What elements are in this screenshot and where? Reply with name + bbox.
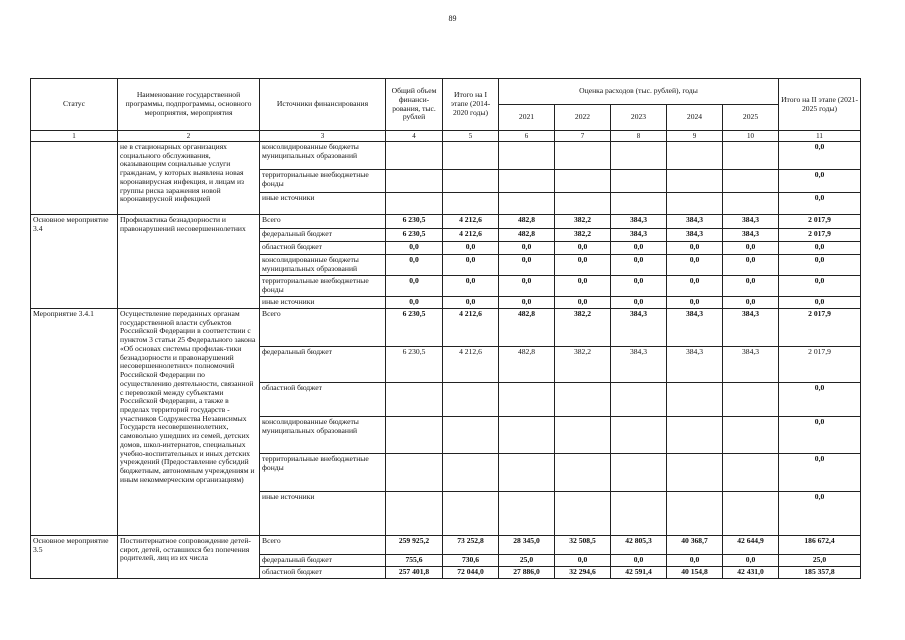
value-cell — [443, 417, 499, 454]
value-cell: 42 644,9 — [723, 536, 779, 555]
value-cell: 0,0 — [611, 242, 667, 255]
source-cell: Всего — [260, 215, 386, 229]
source-cell: федеральный бюджет — [260, 229, 386, 242]
value-cell — [499, 142, 555, 170]
table-row — [31, 215, 861, 229]
value-cell: 384,3 — [667, 347, 723, 383]
column-index: 2 — [118, 131, 260, 142]
value-cell — [443, 454, 499, 492]
value-cell: 25,0 — [779, 555, 861, 567]
value-cell: 384,3 — [723, 229, 779, 242]
value-cell: 0,0 — [499, 242, 555, 255]
value-cell: 0,0 — [499, 297, 555, 309]
value-cell: 0,0 — [779, 297, 861, 309]
value-cell: 0,0 — [499, 255, 555, 276]
value-cell — [499, 417, 555, 454]
value-cell: 382,2 — [555, 215, 611, 229]
value-cell — [443, 383, 499, 417]
table-row — [31, 536, 861, 555]
table-row — [31, 142, 861, 170]
column-index: 4 — [386, 131, 443, 142]
value-cell: 32 294,6 — [555, 567, 611, 579]
status-cell: Мероприятие 3.4.1 — [31, 309, 118, 536]
value-cell — [499, 454, 555, 492]
value-cell — [723, 417, 779, 454]
budget-table — [30, 78, 861, 579]
value-cell: 4 212,6 — [443, 309, 499, 347]
value-cell — [555, 492, 611, 536]
value-cell: 0,0 — [611, 276, 667, 297]
source-cell: Всего — [260, 309, 386, 347]
source-cell: территориальные внебюджетные фонды — [260, 276, 386, 297]
value-cell: 384,3 — [723, 215, 779, 229]
column-index: 5 — [443, 131, 499, 142]
value-cell — [723, 170, 779, 193]
value-cell: 384,3 — [611, 347, 667, 383]
value-cell: 0,0 — [667, 255, 723, 276]
value-cell: 0,0 — [443, 297, 499, 309]
value-cell: 0,0 — [555, 242, 611, 255]
value-cell — [386, 193, 443, 215]
value-cell: 4 212,6 — [443, 229, 499, 242]
value-cell: 6 230,5 — [386, 309, 443, 347]
source-cell: консолидированные бюджеты муниципальных образований — [260, 255, 386, 276]
value-cell: 2 017,9 — [779, 309, 861, 347]
value-cell: 384,3 — [667, 229, 723, 242]
value-cell: 6 230,5 — [386, 347, 443, 383]
value-cell: 0,0 — [667, 276, 723, 297]
value-cell: 42 805,3 — [611, 536, 667, 555]
value-cell — [667, 142, 723, 170]
name-cell: Постинтернатное сопровождение детей-сирот, детей, оставшихся без попечения родителей, лиц из их числа — [118, 536, 260, 579]
value-cell: 0,0 — [555, 255, 611, 276]
column-index: 9 — [667, 131, 723, 142]
value-cell: 384,3 — [723, 347, 779, 383]
value-cell: 0,0 — [779, 454, 861, 492]
value-cell — [611, 383, 667, 417]
value-cell: 257 401,8 — [386, 567, 443, 579]
value-cell: 482,8 — [499, 229, 555, 242]
value-cell — [386, 383, 443, 417]
status-cell: Основное мероприятие 3.4 — [31, 215, 118, 309]
value-cell: 384,3 — [611, 215, 667, 229]
source-cell: иные источники — [260, 193, 386, 215]
value-cell: 0,0 — [779, 255, 861, 276]
value-cell — [443, 193, 499, 215]
value-cell: 6 230,5 — [386, 229, 443, 242]
source-cell: иные источники — [260, 297, 386, 309]
value-cell: 0,0 — [386, 276, 443, 297]
value-cell: 186 672,4 — [779, 536, 861, 555]
header-total: Общий объем финанси-рования, тыс. рублей — [386, 79, 443, 131]
value-cell — [723, 492, 779, 536]
value-cell: 185 357,8 — [779, 567, 861, 579]
value-cell — [386, 417, 443, 454]
value-cell — [443, 170, 499, 193]
column-index: 3 — [260, 131, 386, 142]
value-cell: 384,3 — [723, 309, 779, 347]
header-stage1: Итого на I этапе (2014-2020 годы) — [443, 79, 499, 131]
value-cell — [555, 142, 611, 170]
value-cell — [723, 142, 779, 170]
value-cell — [386, 142, 443, 170]
value-cell: 384,3 — [667, 309, 723, 347]
value-cell — [723, 383, 779, 417]
value-cell: 382,2 — [555, 309, 611, 347]
value-cell: 0,0 — [779, 383, 861, 417]
value-cell: 42 431,0 — [723, 567, 779, 579]
value-cell — [443, 492, 499, 536]
name-cell: не в стационарных организациях социального обслуживания, оказывающим социальные услуги гражданам, у которых выявлена новая коронавирусная инфекция, и лицам из группы риска заражения новой коронавирусной инфекцией — [118, 142, 260, 215]
value-cell: 4 212,6 — [443, 347, 499, 383]
value-cell: 40 154,8 — [667, 567, 723, 579]
value-cell: 72 044,0 — [443, 567, 499, 579]
column-index: 10 — [723, 131, 779, 142]
value-cell: 482,8 — [499, 309, 555, 347]
value-cell: 0,0 — [779, 492, 861, 536]
value-cell — [667, 383, 723, 417]
value-cell: 0,0 — [723, 242, 779, 255]
value-cell: 0,0 — [723, 297, 779, 309]
value-cell — [723, 454, 779, 492]
value-cell — [555, 193, 611, 215]
value-cell: 0,0 — [611, 555, 667, 567]
source-cell: консолидированные бюджеты муниципальных образований — [260, 417, 386, 454]
value-cell — [499, 193, 555, 215]
source-cell: федеральный бюджет — [260, 555, 386, 567]
value-cell: 2 017,9 — [779, 229, 861, 242]
header-name: Наименование государственной программы, подпрограммы, основного мероприятия, мероприятия — [118, 79, 260, 131]
name-cell: Осуществление переданных органам государственной власти субъектов Российской Федерации в соответствии с пунктом 3 статьи 25 Федерального закона «Об основах системы профилак-тики безнадзорности и правонарушений несовершеннолетних» полномочий Российской Федерации по осуществлению деятельности, связанной с перевозкой между субъектами Российской Федерации, а также в пределах территорий государств - участников Содружества Независимых Государств несовершеннолетних, самовольно ушедших из семей, детских домов, школ-интернатов, специальных учебно-воспитательных и иных детских учреждений (Предоставление субсидий бюджетным, автономным учреждениям и иным некоммерческим организациям) — [118, 309, 260, 536]
header-year: 2021 — [499, 105, 555, 131]
value-cell — [555, 170, 611, 193]
value-cell: 32 508,5 — [555, 536, 611, 555]
column-index: 6 — [499, 131, 555, 142]
source-cell: областной бюджет — [260, 242, 386, 255]
value-cell — [667, 417, 723, 454]
source-cell: областной бюджет — [260, 383, 386, 417]
value-cell: 0,0 — [443, 276, 499, 297]
value-cell: 0,0 — [386, 255, 443, 276]
value-cell: 482,8 — [499, 347, 555, 383]
table-row — [31, 309, 861, 347]
value-cell: 0,0 — [443, 242, 499, 255]
header-year: 2022 — [555, 105, 611, 131]
value-cell: 0,0 — [555, 297, 611, 309]
source-cell: территориальные внебюджетные фонды — [260, 170, 386, 193]
value-cell — [611, 492, 667, 536]
value-cell — [499, 383, 555, 417]
value-cell — [443, 142, 499, 170]
header-stage2: Итого на II этапе (2021-2025 годы) — [779, 79, 861, 131]
source-cell: областной бюджет — [260, 567, 386, 579]
value-cell: 382,2 — [555, 229, 611, 242]
status-cell: Основное мероприятие 3.5 — [31, 536, 118, 579]
value-cell — [611, 142, 667, 170]
value-cell — [499, 170, 555, 193]
page-number: 89 — [448, 14, 457, 23]
value-cell — [499, 492, 555, 536]
header-year: 2023 — [611, 105, 667, 131]
value-cell: 0,0 — [555, 555, 611, 567]
value-cell: 27 886,0 — [499, 567, 555, 579]
value-cell — [667, 492, 723, 536]
value-cell: 42 591,4 — [611, 567, 667, 579]
source-cell: иные источники — [260, 492, 386, 536]
name-cell: Профилактика безнадзорности и правонарушений несовершеннолетних — [118, 215, 260, 309]
source-cell: федеральный бюджет — [260, 347, 386, 383]
value-cell: 0,0 — [667, 555, 723, 567]
value-cell: 259 925,2 — [386, 536, 443, 555]
header-estimate: Оценка расходов (тыс. рублей), годы — [499, 79, 779, 105]
value-cell: 0,0 — [499, 276, 555, 297]
source-cell: Всего — [260, 536, 386, 555]
value-cell: 384,3 — [611, 309, 667, 347]
value-cell: 755,6 — [386, 555, 443, 567]
value-cell: 0,0 — [779, 276, 861, 297]
value-cell: 0,0 — [443, 255, 499, 276]
value-cell: 0,0 — [723, 276, 779, 297]
value-cell: 2 017,9 — [779, 215, 861, 229]
column-index: 8 — [611, 131, 667, 142]
value-cell: 25,0 — [499, 555, 555, 567]
column-index: 7 — [555, 131, 611, 142]
value-cell — [667, 170, 723, 193]
column-index: 11 — [779, 131, 861, 142]
header-year: 2025 — [723, 105, 779, 131]
value-cell: 4 212,6 — [443, 215, 499, 229]
value-cell: 0,0 — [723, 555, 779, 567]
value-cell: 73 252,8 — [443, 536, 499, 555]
value-cell: 0,0 — [386, 242, 443, 255]
value-cell: 382,2 — [555, 347, 611, 383]
header-year: 2024 — [667, 105, 723, 131]
value-cell: 2 017,9 — [779, 347, 861, 383]
value-cell: 40 368,7 — [667, 536, 723, 555]
value-cell — [555, 417, 611, 454]
source-cell: территориальные внебюджетные фонды — [260, 454, 386, 492]
header-status: Статус — [31, 79, 118, 131]
value-cell — [611, 193, 667, 215]
value-cell — [386, 170, 443, 193]
value-cell: 0,0 — [386, 297, 443, 309]
value-cell: 0,0 — [779, 417, 861, 454]
value-cell — [555, 383, 611, 417]
header-sources: Источники финансирования — [260, 79, 386, 131]
value-cell: 0,0 — [667, 297, 723, 309]
value-cell — [667, 193, 723, 215]
value-cell: 0,0 — [779, 242, 861, 255]
value-cell: 6 230,5 — [386, 215, 443, 229]
value-cell: 0,0 — [723, 255, 779, 276]
value-cell: 0,0 — [611, 297, 667, 309]
value-cell: 0,0 — [779, 193, 861, 215]
value-cell: 384,3 — [667, 215, 723, 229]
value-cell — [723, 193, 779, 215]
value-cell: 28 345,0 — [499, 536, 555, 555]
value-cell — [386, 492, 443, 536]
value-cell — [611, 170, 667, 193]
value-cell: 0,0 — [611, 255, 667, 276]
value-cell: 0,0 — [555, 276, 611, 297]
value-cell: 0,0 — [779, 142, 861, 170]
value-cell — [667, 454, 723, 492]
value-cell: 482,8 — [499, 215, 555, 229]
value-cell — [386, 454, 443, 492]
value-cell — [555, 454, 611, 492]
value-cell: 730,6 — [443, 555, 499, 567]
value-cell: 0,0 — [779, 170, 861, 193]
status-cell — [31, 142, 118, 215]
source-cell: консолидированные бюджеты муниципальных образований — [260, 142, 386, 170]
value-cell: 0,0 — [667, 242, 723, 255]
value-cell: 384,3 — [611, 229, 667, 242]
value-cell — [611, 454, 667, 492]
column-index: 1 — [31, 131, 118, 142]
value-cell — [611, 417, 667, 454]
column-index-row — [31, 131, 861, 142]
